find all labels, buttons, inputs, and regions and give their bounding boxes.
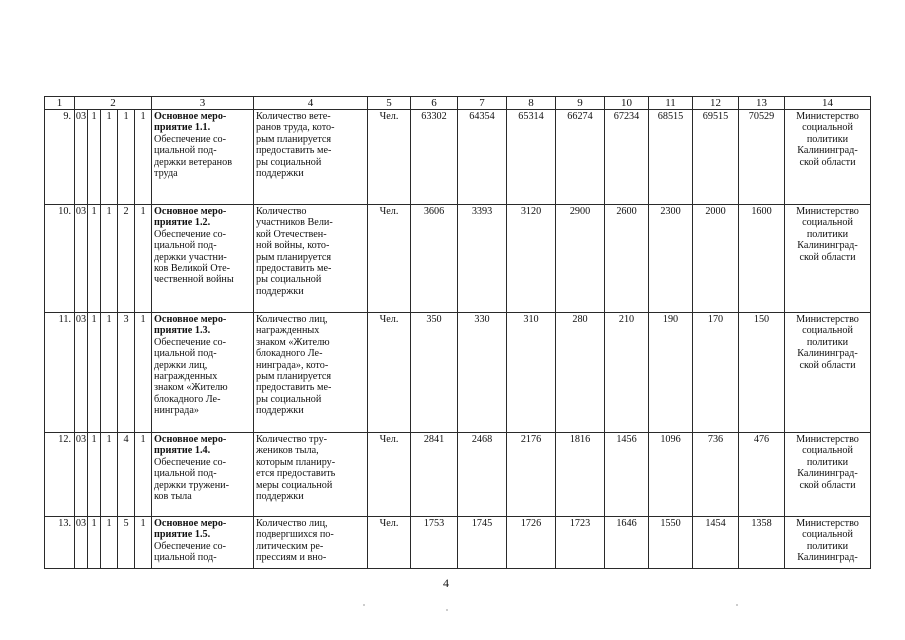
row-number: 10. — [45, 205, 75, 313]
row-number: 12. — [45, 433, 75, 517]
col-header-5: 5 — [368, 97, 411, 110]
activity-line: знаком «Жителю — [154, 382, 228, 394]
value-cell: 1726 — [507, 517, 556, 569]
scan-speck — [446, 609, 448, 611]
value-cell: 2176 — [507, 433, 556, 517]
code-cell: 1 — [101, 110, 118, 205]
scan-speck — [736, 604, 738, 606]
activity-line: циальной под- — [154, 468, 217, 480]
activity-line: приятие 1.1. — [154, 122, 211, 134]
activity-cell — [152, 205, 254, 313]
activity-line: ков тыла — [154, 491, 192, 503]
indicator-line: Количество тру- — [256, 434, 328, 445]
unit-cell: Чел. — [368, 110, 411, 205]
responsible-cell — [785, 313, 871, 433]
col-header-7: 7 — [458, 97, 507, 110]
activity-line: приятие 1.2. — [154, 217, 211, 229]
col-header-13: 13 — [739, 97, 785, 110]
col-header-11: 11 — [649, 97, 693, 110]
responsible-line: социальной — [802, 325, 853, 337]
indicator-cell — [254, 313, 368, 433]
activity-line: держки участни- — [154, 251, 227, 263]
code-cell: 1 — [135, 205, 152, 313]
code-cell: 1 — [101, 433, 118, 517]
indicator-line: Количество лиц, — [256, 314, 328, 325]
code-cell: 5 — [118, 517, 135, 569]
activity-cell — [152, 433, 254, 517]
table-row — [45, 517, 871, 569]
indicator-line: блокадного Ле- — [256, 348, 323, 360]
value-cell: 1454 — [693, 517, 739, 569]
value-cell: 1096 — [649, 433, 693, 517]
responsible-line: политики — [806, 456, 849, 468]
code-cell: 1 — [88, 205, 101, 313]
value-cell: 1600 — [739, 205, 785, 313]
code-cell: 03 — [75, 205, 88, 313]
activity-line: циальной под- — [154, 348, 217, 360]
responsible-line: ской области — [799, 479, 856, 491]
value-cell: 350 — [411, 313, 458, 433]
indicator-line: поддержки — [256, 285, 304, 297]
responsible-cell — [785, 517, 871, 569]
value-cell: 2000 — [693, 205, 739, 313]
responsible-line: ской области — [799, 156, 856, 168]
activity-line: Основное меро- — [154, 314, 227, 325]
page-number: 4 — [443, 576, 449, 590]
activity-line: приятие 1.3. — [154, 325, 211, 337]
value-cell: 70529 — [739, 110, 785, 205]
value-cell: 1745 — [458, 517, 507, 569]
indicator-line: Количество лиц, — [256, 518, 328, 529]
indicator-line: предоставить ме- — [256, 263, 332, 275]
value-cell: 2900 — [556, 205, 605, 313]
responsible-line: социальной — [802, 445, 853, 457]
table-row — [45, 205, 871, 313]
value-cell: 150 — [739, 313, 785, 433]
indicator-line: которым планиру- — [256, 456, 336, 468]
code-cell: 4 — [118, 433, 135, 517]
indicator-line: предоставить ме- — [256, 145, 332, 157]
responsible-line: политики — [806, 336, 849, 348]
indicator-line: ры социальной — [256, 393, 322, 405]
code-cell: 1 — [135, 110, 152, 205]
activity-line: Основное меро- — [154, 111, 227, 122]
value-cell: 2841 — [411, 433, 458, 517]
col-header-2: 2 — [75, 97, 152, 110]
value-cell: 3393 — [458, 205, 507, 313]
value-cell: 330 — [458, 313, 507, 433]
value-cell: 1723 — [556, 517, 605, 569]
value-cell: 2468 — [458, 433, 507, 517]
responsible-line: политики — [806, 133, 849, 145]
value-cell: 63302 — [411, 110, 458, 205]
responsible-line: Министерство — [796, 314, 859, 325]
activity-line: приятие 1.5. — [154, 529, 211, 541]
code-cell: 1 — [88, 110, 101, 205]
column-number-row — [45, 97, 871, 110]
responsible-line: социальной — [802, 122, 853, 134]
activity-line: держки тружени- — [154, 479, 230, 491]
activity-line: Обеспечение со- — [154, 228, 227, 240]
value-cell: 69515 — [693, 110, 739, 205]
value-cell: 1753 — [411, 517, 458, 569]
activity-line: награжденных — [154, 371, 218, 383]
responsible-cell — [785, 205, 871, 313]
responsible-line: Калининград- — [797, 348, 858, 360]
indicator-line: Количество — [256, 206, 307, 217]
indicator-line: участников Вели- — [256, 217, 333, 229]
code-cell: 3 — [118, 313, 135, 433]
col-header-4: 4 — [254, 97, 368, 110]
indicator-line: рым планируется — [256, 133, 332, 145]
value-cell: 67234 — [605, 110, 649, 205]
indicator-line: рым планируется — [256, 251, 332, 263]
value-cell: 736 — [693, 433, 739, 517]
code-cell: 2 — [118, 205, 135, 313]
table-row — [45, 313, 871, 433]
indicator-line: прессиям и вно- — [256, 552, 327, 564]
unit-cell: Чел. — [368, 313, 411, 433]
col-header-6: 6 — [411, 97, 458, 110]
col-header-3: 3 — [152, 97, 254, 110]
responsible-line: ской области — [799, 251, 856, 263]
unit-cell: Чел. — [368, 433, 411, 517]
indicator-cell — [254, 433, 368, 517]
code-cell: 1 — [101, 205, 118, 313]
responsible-line: Министерство — [796, 206, 859, 217]
code-cell: 1 — [88, 433, 101, 517]
responsible-line: политики — [806, 540, 849, 552]
indicator-line: ры социальной — [256, 274, 322, 286]
indicator-cell — [254, 205, 368, 313]
value-cell: 280 — [556, 313, 605, 433]
responsible-line: Калининград- — [797, 552, 858, 564]
indicator-line: ной войны, кото- — [256, 240, 330, 252]
scan-speck — [363, 604, 365, 606]
responsible-line: политики — [806, 228, 849, 240]
value-cell: 65314 — [507, 110, 556, 205]
table-row — [45, 110, 871, 205]
activity-line: держки лиц, — [154, 359, 208, 371]
activity-line: чественной войны — [154, 274, 234, 286]
activity-line: нинграда» — [154, 405, 199, 417]
value-cell: 1456 — [605, 433, 649, 517]
responsible-line: Министерство — [796, 434, 859, 445]
code-cell: 1 — [135, 517, 152, 569]
table-body — [45, 97, 871, 569]
indicator-line: меры социальной — [256, 479, 333, 491]
col-header-10: 10 — [605, 97, 649, 110]
code-cell: 1 — [135, 433, 152, 517]
code-cell: 03 — [75, 313, 88, 433]
col-header-8: 8 — [507, 97, 556, 110]
value-cell: 64354 — [458, 110, 507, 205]
indicator-line: награжденных — [256, 325, 320, 337]
table-row — [45, 433, 871, 517]
row-number: 9. — [45, 110, 75, 205]
value-cell: 1816 — [556, 433, 605, 517]
responsible-line: Министерство — [796, 111, 859, 122]
activity-cell — [152, 313, 254, 433]
indicator-line: Количество вете- — [256, 111, 331, 122]
code-cell: 03 — [75, 110, 88, 205]
indicator-line: подвергшихся по- — [256, 529, 334, 541]
col-header-14: 14 — [785, 97, 871, 110]
col-header-1: 1 — [45, 97, 75, 110]
value-cell: 1550 — [649, 517, 693, 569]
value-cell: 170 — [693, 313, 739, 433]
activity-line: труда — [154, 168, 178, 180]
indicator-line: поддержки — [256, 405, 304, 417]
indicator-cell — [254, 110, 368, 205]
activity-line: Обеспечение со- — [154, 133, 227, 145]
activity-line: циальной под- — [154, 240, 217, 252]
indicator-line: знаком «Жителю — [256, 336, 330, 348]
indicator-line: кой Отечествен- — [256, 228, 327, 240]
indicator-line: предоставить ме- — [256, 382, 332, 394]
value-cell: 1358 — [739, 517, 785, 569]
responsible-line: Калининград- — [797, 468, 858, 480]
value-cell: 476 — [739, 433, 785, 517]
value-cell: 2300 — [649, 205, 693, 313]
indicator-line: поддержки — [256, 491, 304, 503]
code-cell: 1 — [101, 313, 118, 433]
value-cell: 210 — [605, 313, 649, 433]
indicator-line: жеников тыла, — [256, 445, 319, 457]
value-cell: 68515 — [649, 110, 693, 205]
activity-line: держки ветеранов — [154, 156, 233, 168]
unit-cell: Чел. — [368, 517, 411, 569]
responsible-line: социальной — [802, 529, 853, 541]
col-header-9: 9 — [556, 97, 605, 110]
value-cell: 2600 — [605, 205, 649, 313]
unit-cell: Чел. — [368, 205, 411, 313]
activity-line: Обеспечение со- — [154, 456, 227, 468]
indicator-line: ранов труда, кото- — [256, 122, 335, 134]
row-number: 13. — [45, 517, 75, 569]
code-cell: 1 — [118, 110, 135, 205]
indicator-line: ры социальной — [256, 156, 322, 168]
col-header-12: 12 — [693, 97, 739, 110]
responsible-line: Калининград- — [797, 240, 858, 252]
indicator-cell — [254, 517, 368, 569]
activity-line: Основное меро- — [154, 206, 227, 217]
row-number: 11. — [45, 313, 75, 433]
value-cell: 3606 — [411, 205, 458, 313]
responsible-line: Калининград- — [797, 145, 858, 157]
activity-line: блокадного Ле- — [154, 393, 221, 405]
code-cell: 1 — [101, 517, 118, 569]
indicator-line: поддержки — [256, 168, 304, 180]
value-cell: 1646 — [605, 517, 649, 569]
code-cell: 1 — [135, 313, 152, 433]
activity-cell — [152, 517, 254, 569]
indicator-line: ется предоставить — [256, 468, 336, 480]
value-cell: 190 — [649, 313, 693, 433]
value-cell: 310 — [507, 313, 556, 433]
indicator-line: нинграда», кото- — [256, 359, 329, 371]
responsible-cell — [785, 110, 871, 205]
code-cell: 03 — [75, 433, 88, 517]
activity-line: циальной под- — [154, 145, 217, 157]
indicator-line: рым планируется — [256, 371, 332, 383]
indicator-line: литическим ре- — [256, 540, 324, 552]
activity-line: Обеспечение со- — [154, 540, 227, 552]
activity-line: Обеспечение со- — [154, 336, 227, 348]
activity-cell — [152, 110, 254, 205]
value-cell: 3120 — [507, 205, 556, 313]
code-cell: 1 — [88, 313, 101, 433]
responsible-line: ской области — [799, 359, 856, 371]
value-cell: 66274 — [556, 110, 605, 205]
responsible-cell — [785, 433, 871, 517]
activity-line: Основное меро- — [154, 434, 227, 445]
activity-line: Основное меро- — [154, 518, 227, 529]
activity-line: циальной под- — [154, 552, 217, 564]
responsible-line: социальной — [802, 217, 853, 229]
activity-line: ков Великой Оте- — [154, 263, 230, 275]
code-cell: 1 — [88, 517, 101, 569]
activity-line: приятие 1.4. — [154, 445, 211, 457]
code-cell: 03 — [75, 517, 88, 569]
responsible-line: Министерство — [796, 518, 859, 529]
indicators-table — [44, 96, 871, 569]
